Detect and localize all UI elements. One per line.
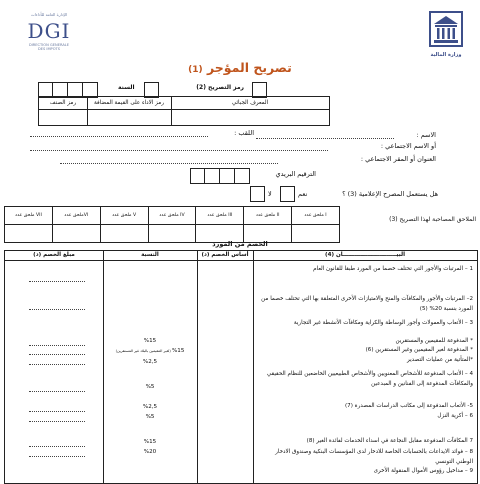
yes-checkbox[interactable] — [280, 186, 295, 202]
deduction-row-8-rate: %20 — [143, 449, 157, 455]
yes-label: نعم — [298, 190, 308, 198]
annex-cell-iv[interactable]: ملحق عدد IV — [148, 207, 196, 225]
address-field[interactable] — [60, 163, 278, 164]
deduction-row-5-text: 5- الأتعاب المدفوعة إلى مكاتب الدراسات المصدرة (7) — [344, 403, 473, 409]
no-checkbox[interactable] — [250, 186, 265, 202]
annex-label: الملاحق المصاحبة لهذا التصريح (3) — [389, 216, 476, 223]
deduction-row-6-text: 6 – أكرية النزل — [437, 413, 473, 419]
title-label: اللقب : — [234, 129, 254, 137]
annex-cell-ii[interactable]: ملحق عدد II — [244, 207, 292, 225]
social-name-field[interactable] — [30, 150, 328, 151]
deduction-row-6-amount[interactable] — [29, 421, 85, 422]
deduction-row-4-text: 4 – الأتعاب المدفوعة للأشخاص المعنويين والأشخاص الطبيعيين الخاضعين للنظام الحقيقي والمكافآت المدفوعة إلى الفنانين و المبدعين — [266, 371, 473, 387]
deduction-row-8-text: 8 – فوائد الايداعات بالحسابات الخاصة للادخار لدى المؤسسات البنكية وصندوق الادخار الوطني التونسي — [275, 449, 473, 465]
deduction-row-3a-amount[interactable] — [29, 345, 85, 346]
page-title — [0, 60, 480, 75]
deduction-row-4-amount[interactable] — [29, 391, 85, 392]
deduction-row-2-amount[interactable] — [29, 309, 85, 310]
dgi-logo-sub1: DIRECTION GENERALE — [28, 43, 70, 47]
deduction-row-2-text: 2– المرتبات والأجور والمكافآت والمنح والامتيازات الأخرى المتعلقة بها التي تحتلف خصما من المورد بنسبة 20% (5) — [261, 296, 473, 312]
dgi-logo — [14, 12, 84, 56]
deduction-row-4-rate: %5 — [145, 384, 155, 390]
page-title-note: (1) — [188, 65, 203, 75]
deduction-row-3c-rate: %2,5 — [142, 359, 158, 365]
postal-digit-box[interactable] — [220, 168, 235, 184]
deduction-row-5-rate: %2,5 — [142, 404, 158, 410]
postal-digit-box[interactable] — [235, 168, 250, 184]
deduction-row-9-text: 9 – مداخيل رؤوس الأموال المنقولة الأخرى — [373, 468, 473, 474]
social-name-label: أو الاسم الاجتماعي : — [380, 142, 436, 150]
deduction-row-1-amount[interactable] — [29, 281, 85, 282]
annex-cell-i[interactable]: ملحق عدد I — [292, 207, 340, 225]
title-field[interactable] — [30, 136, 208, 137]
id-table-header-fiscal-id: المعرف الجبائي — [171, 97, 329, 110]
dgi-logo-top-text: الإدارة العامة للأداءات — [30, 12, 68, 17]
annex-table — [4, 206, 340, 243]
id-table-header-category: رمز الصنف — [39, 97, 88, 110]
deduction-row-3-text: 3 – الأتعاب والعمولات وأجور الوساطة والكراية ومكافآت الأنشطة غير التجارية — [293, 320, 473, 326]
deduction-row-3a-rate: %15 — [143, 338, 157, 344]
deduction-col-divider — [253, 251, 254, 483]
id-table-header-vat: رمز الاداء على القيمة المضافة — [87, 97, 172, 110]
header-rate: النسبة — [141, 252, 159, 258]
deduction-row-3c-amount[interactable] — [29, 364, 85, 365]
header-base: أساس الخصم (د) — [201, 252, 249, 258]
header-statement: البيــــــــــــــــــــــــــــان (4) — [325, 252, 405, 258]
dgi-logo-sub2: DES IMPOTS — [37, 47, 61, 52]
deduction-row-8-amount[interactable] — [29, 456, 85, 457]
id-table-vat-cell[interactable] — [88, 109, 171, 125]
annex-cell-v[interactable]: ملحق عدد V — [100, 207, 148, 225]
ministry-logo-caption: وزارة المالية — [430, 52, 462, 58]
annex-cell-iii[interactable]: ملحق عدد III — [196, 207, 244, 225]
id-table-category-cell[interactable] — [39, 109, 87, 125]
name-field[interactable] — [256, 138, 394, 139]
dgi-logo-name: DGI — [27, 19, 71, 43]
annex-cell-vi[interactable]: ملحق عددVI — [52, 207, 100, 225]
deduction-row-1-text: 1 – المرتبات والأجور التي تحتلف خصما من المورد طبقا للقانون العام — [313, 266, 473, 272]
annex-cell-vii[interactable]: ملحق عدد VII — [5, 207, 53, 225]
deduction-row-3b-rate: %15 (لغير المقيمين بالبلاد غير المستقرين) — [115, 348, 185, 354]
deduction-row-5-amount[interactable] — [29, 411, 85, 412]
deduction-row-7-amount[interactable] — [29, 446, 85, 447]
id-table — [38, 96, 330, 126]
computer-question: هل يستعمل المصرح الإعلامية (3) ؟ — [342, 190, 438, 198]
postal-label: الترقيم البريدي — [275, 170, 316, 178]
deduction-title: الخصم من المورد — [212, 240, 268, 248]
year-label: السنة — [118, 84, 135, 91]
no-label: لا — [268, 190, 272, 198]
ministry-logo — [428, 10, 464, 58]
deduction-row-3a-text: * المدفوعة للمقيمين والمستقرين — [395, 338, 473, 344]
postal-boxes — [190, 168, 250, 184]
deduction-row-3b-amount[interactable] — [29, 354, 85, 355]
deduction-row-7-rate: %15 — [143, 439, 157, 445]
name-label: الاسم : — [416, 131, 436, 139]
postal-digit-box[interactable] — [190, 168, 205, 184]
address-label: العنوان أو المقر الاجتماعي : — [360, 155, 436, 163]
deduction-row-3b-text: * المدفوعة لغير المقيمين وغير المستقرين (6) — [365, 347, 473, 353]
deduction-row-3c-text: *المتأتية من عمليات التصدير — [407, 357, 473, 363]
header-amount: مبلغ الخصم (د) — [33, 252, 75, 258]
deduction-col-divider — [197, 251, 198, 483]
deduction-header-line — [5, 260, 477, 261]
deduction-table — [4, 250, 478, 484]
deduction-row-6-rate: %5 — [145, 414, 155, 420]
page-title-text: تصريح المؤجر — [207, 60, 292, 75]
id-table-fiscal-id-cell[interactable] — [172, 109, 329, 125]
ministry-building-icon — [428, 10, 464, 48]
declaration-code-label: رمز التصريح (2) — [196, 84, 244, 91]
deduction-row-7-text: 7 المكافآت المدفوعة مقابل النجاعة في اسداء الخدمات لفائدة الغير (8) — [306, 438, 473, 444]
postal-digit-box[interactable] — [205, 168, 220, 184]
